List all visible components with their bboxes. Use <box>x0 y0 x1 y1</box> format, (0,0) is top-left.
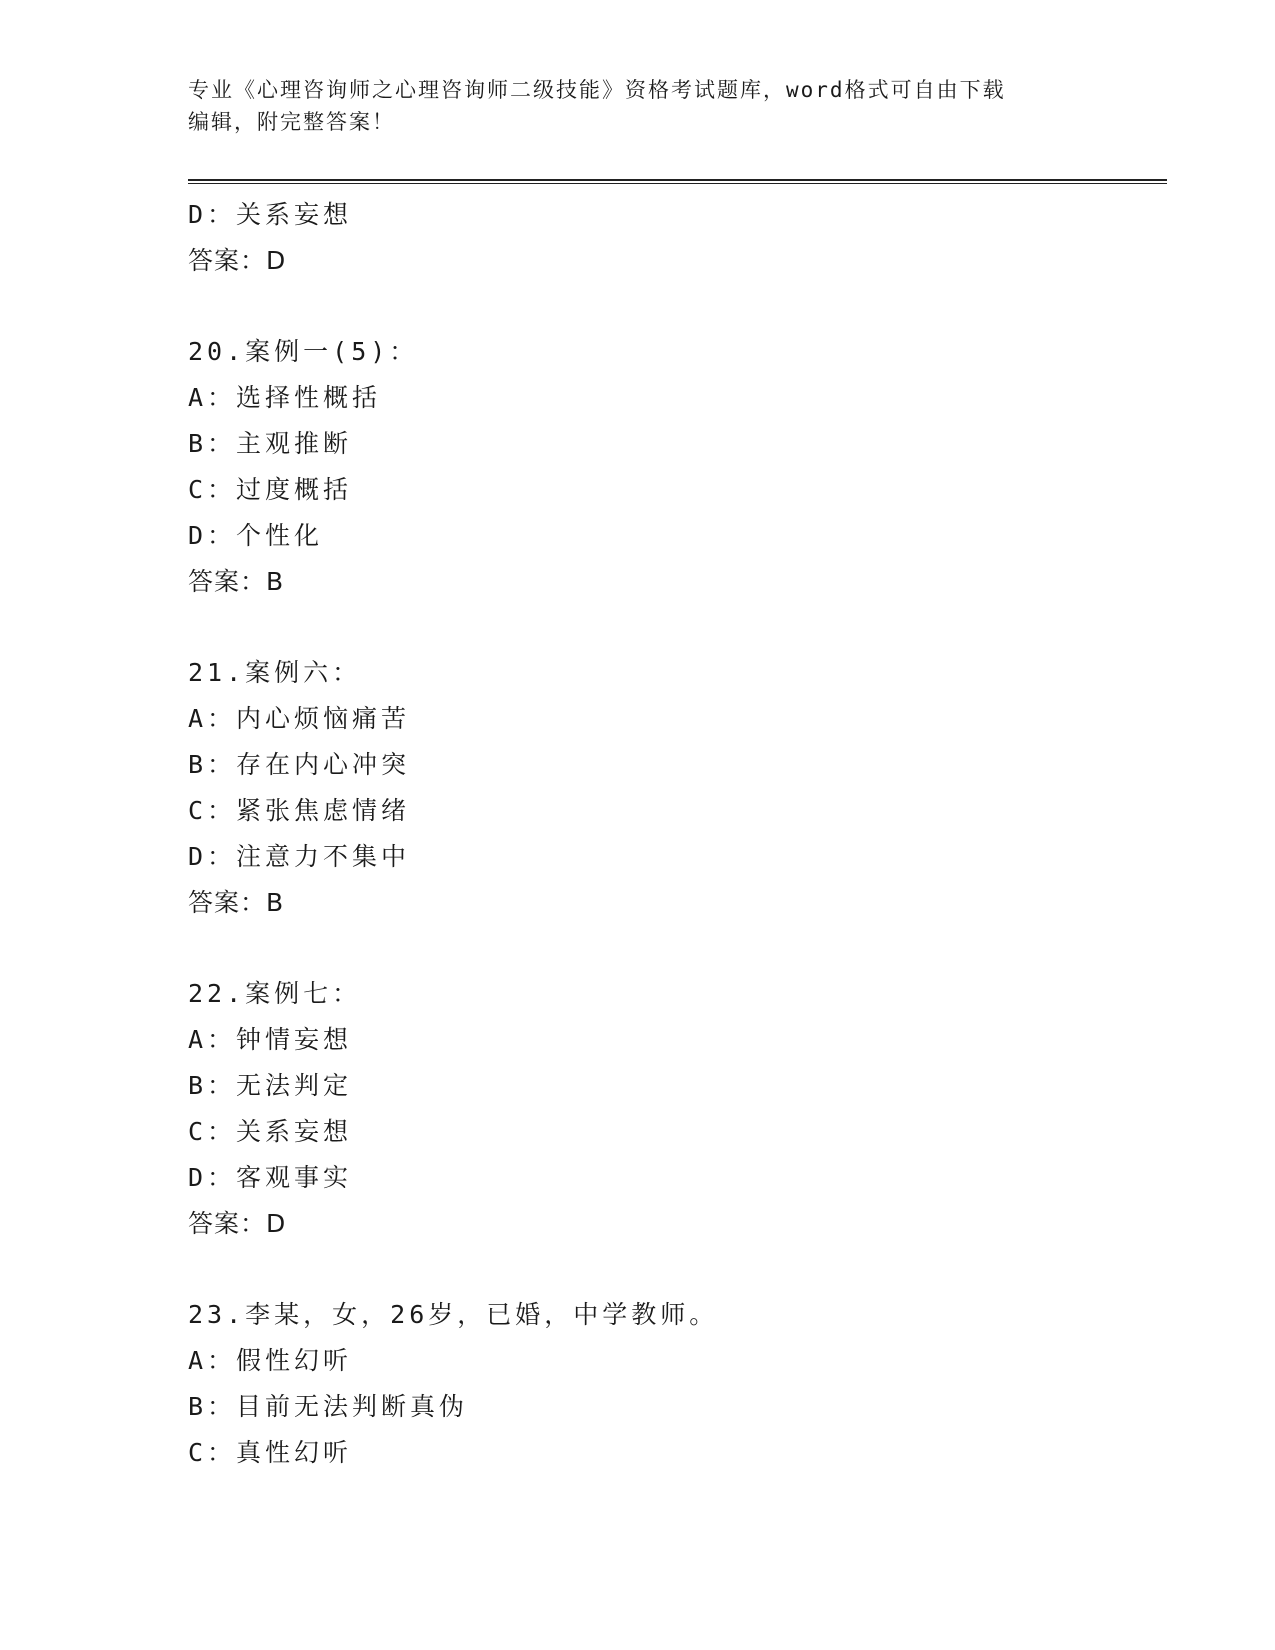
spacer <box>188 926 1168 971</box>
answer-line: 答案：D <box>188 246 287 275</box>
option-line: D：关系妄想 <box>188 200 353 229</box>
option-c: C：紧张焦虑情绪 <box>188 796 411 825</box>
question-stem: 21.案例六： <box>188 658 362 687</box>
option-b: B：目前无法判断真伪 <box>188 1392 469 1421</box>
question-21 <box>188 650 1168 926</box>
option-b: B：无法判定 <box>188 1071 353 1100</box>
option-a: A：假性幻听 <box>188 1346 353 1375</box>
answer-line: 答案：B <box>188 888 285 917</box>
question-stem: 22.案例七： <box>188 979 362 1008</box>
answer-line: 答案：B <box>188 567 285 596</box>
spacer <box>188 284 1168 329</box>
question-23 <box>188 1292 1168 1476</box>
option-a: A：内心烦恼痛苦 <box>188 704 411 733</box>
option-c: C：关系妄想 <box>188 1117 353 1146</box>
question-stem: 20.案例一(5)： <box>188 337 419 366</box>
spacer <box>188 605 1168 650</box>
spacer <box>188 1247 1168 1292</box>
document-header <box>188 74 1088 138</box>
option-d: D：注意力不集中 <box>188 842 411 871</box>
option-a: A：选择性概括 <box>188 383 382 412</box>
option-d: D：客观事实 <box>188 1163 353 1192</box>
option-a: A：钟情妄想 <box>188 1025 353 1054</box>
header-line-2: 编辑，附完整答案！ <box>188 110 395 134</box>
question-20 <box>188 329 1168 605</box>
header-line-1: 专业《心理咨询师之心理咨询师二级技能》资格考试题库，word格式可自由下载 <box>188 78 1006 102</box>
option-c: C：真性幻听 <box>188 1438 353 1467</box>
option-b: B：主观推断 <box>188 429 353 458</box>
answer-line: 答案：D <box>188 1209 287 1238</box>
question-stem: 23.李某，女，26岁，已婚，中学教师。 <box>188 1300 719 1329</box>
option-b: B：存在内心冲突 <box>188 750 411 779</box>
option-c: C：过度概括 <box>188 475 353 504</box>
option-d: D：个性化 <box>188 521 324 550</box>
question-22 <box>188 971 1168 1247</box>
header-divider <box>188 179 1167 184</box>
question-list <box>188 192 1168 1476</box>
